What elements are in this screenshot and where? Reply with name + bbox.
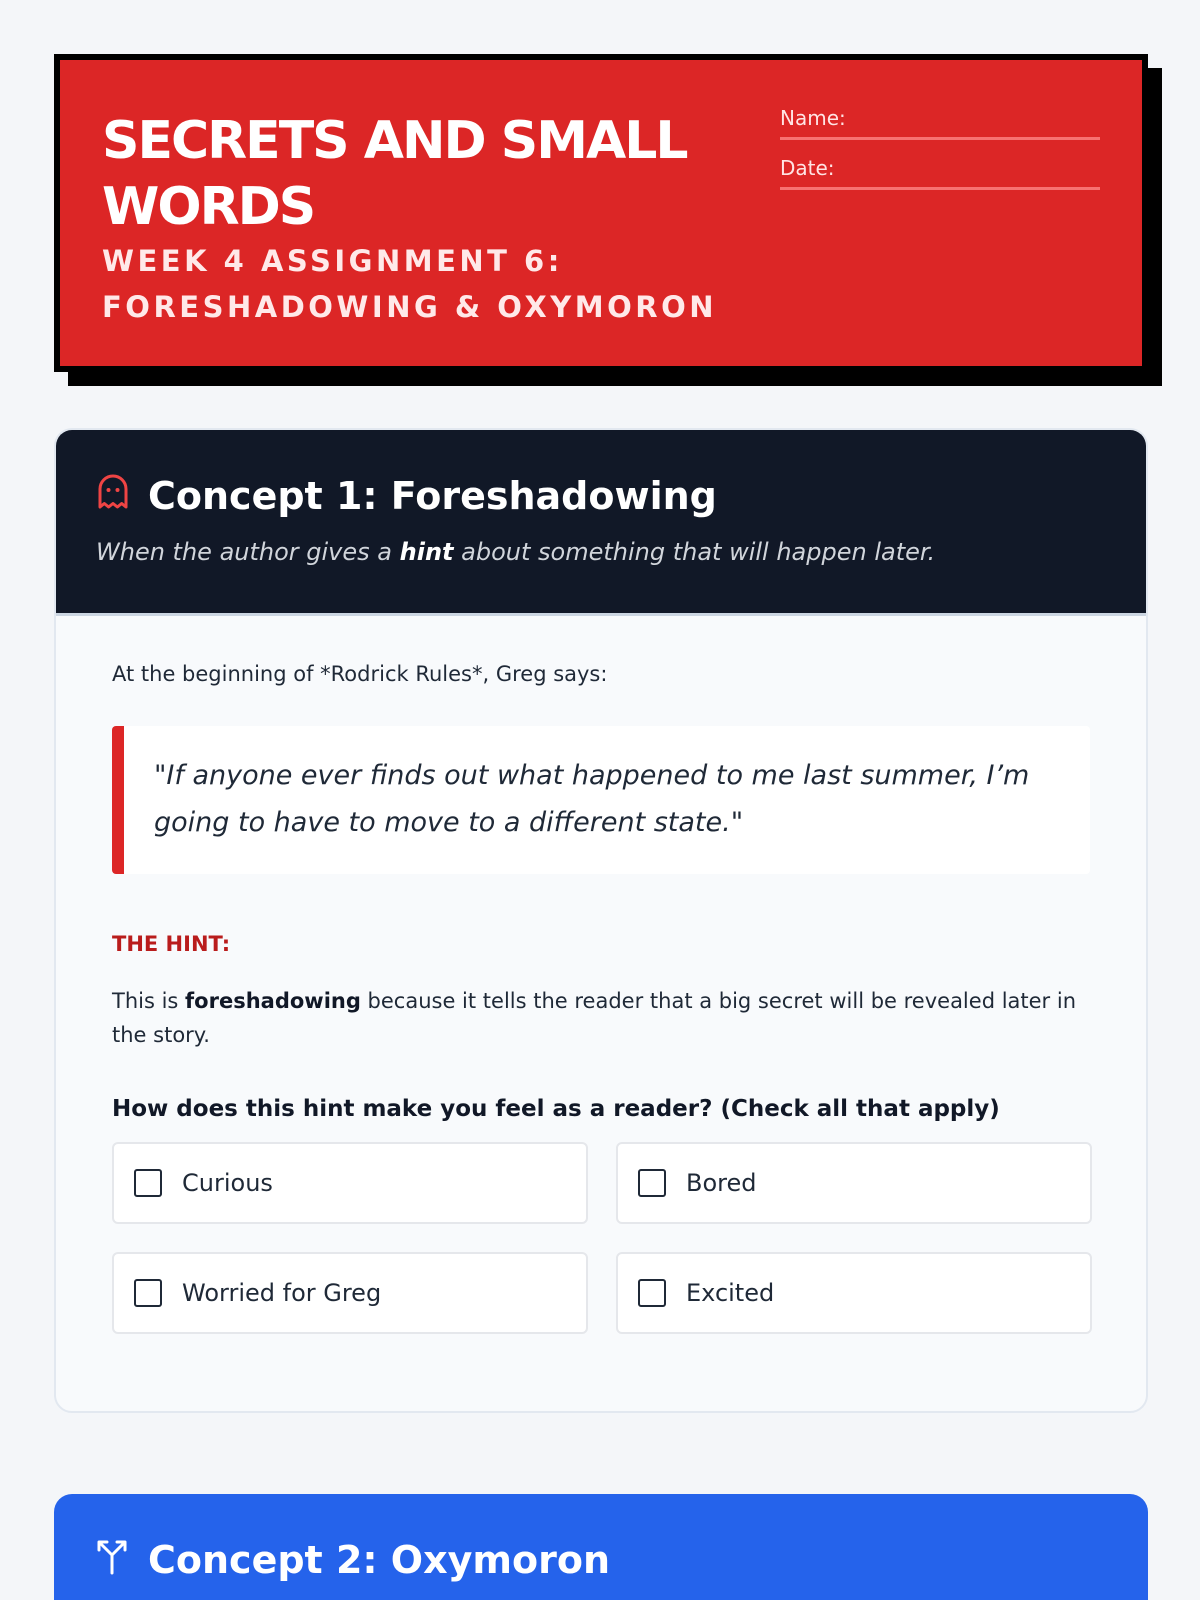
option-worried-for-greg[interactable] (112, 1252, 588, 1334)
split-arrow-icon (94, 1537, 130, 1584)
header-banner (54, 54, 1148, 372)
option-curious[interactable] (112, 1142, 588, 1224)
checkbox-excited[interactable] (638, 1279, 666, 1307)
concept-1-definition (96, 538, 1106, 566)
date-field[interactable] (780, 156, 1100, 190)
hint-text-end: because it tells the reader that a big secret will be revealed later in the story. (112, 989, 1077, 1047)
feeling-question: How does this hint make you feel as a reader? (Check all that apply) (112, 1096, 1000, 1122)
definition-text: When the author gives a (96, 538, 400, 566)
checkbox-curious[interactable] (134, 1169, 162, 1197)
concept-2-title-row (94, 1536, 1108, 1584)
date-label: Date: (780, 156, 835, 180)
concept-1-title-row (96, 472, 1106, 520)
definition-keyword: hint (399, 538, 454, 566)
option-bored[interactable] (616, 1142, 1092, 1224)
option-label: Excited (686, 1279, 775, 1307)
concept-1-header (56, 430, 1146, 616)
feeling-options (112, 1142, 1090, 1334)
option-label: Worried for Greg (182, 1279, 382, 1307)
option-label: Curious (182, 1169, 273, 1197)
quote-intro: At the beginning of *Rodrick Rules*, Greg says: (112, 662, 608, 686)
hint-keyword: foreshadowing (185, 989, 361, 1013)
concept-1-title: Concept 1: Foreshadowing (148, 474, 717, 518)
book-quote: "If anyone ever finds out what happened to me last summer, I’m going to have to move to a different state." (112, 726, 1090, 874)
definition-text-end: about something that will happen later. (453, 538, 936, 566)
name-label: Name: (780, 106, 846, 130)
concept-1-body (56, 616, 1146, 1334)
hint-explanation (112, 984, 1090, 1052)
concept-2-title: Concept 2: Oxymoron (148, 1538, 610, 1582)
hint-text: This is (112, 989, 186, 1013)
option-label: Bored (686, 1169, 757, 1197)
worksheet-subtitle: WEEK 4 ASSIGNMENT 6: FORESHADOWING & OXYMORON (102, 244, 718, 324)
ghost-icon (96, 473, 130, 520)
concept-2-card (54, 1494, 1148, 1600)
checkbox-bored[interactable] (638, 1169, 666, 1197)
checkbox-worried-for-greg[interactable] (134, 1279, 162, 1307)
option-excited[interactable] (616, 1252, 1092, 1334)
worksheet-title: SECRETS AND SMALL WORDS (102, 111, 687, 237)
concept-1-card (54, 428, 1148, 1413)
hint-label: THE HINT: (112, 932, 231, 956)
name-field[interactable] (780, 106, 1100, 140)
